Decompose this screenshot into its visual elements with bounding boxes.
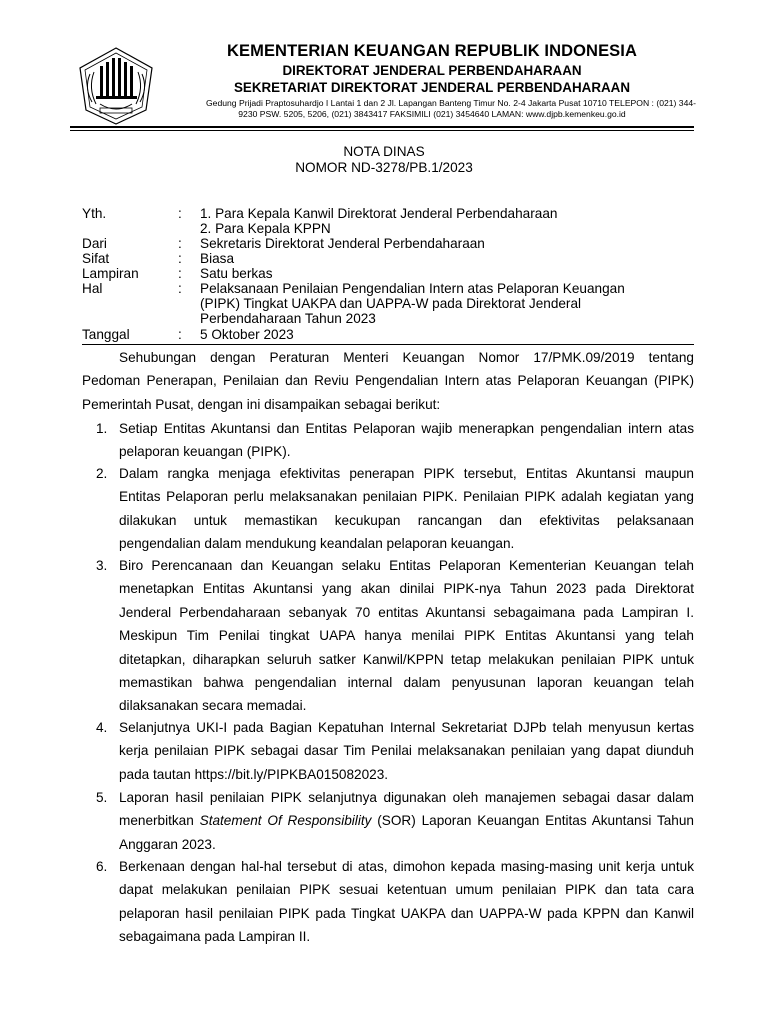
intro-line: Sehubungan dengan Peraturan Menteri Keuangan Nomor 17/PMK.09/2019 tentang xyxy=(119,350,694,365)
header-label: Sifat xyxy=(82,251,110,266)
list-item-line: kerja penilaian PIPK sebagai dasar Tim Penilai melaksanakan penilaian yang dapat diunduh xyxy=(119,743,694,759)
list-item-line: dapat melakukan penilaian PIPK sesuai ketentuan umum penilaian PIPK dan tata cara xyxy=(119,882,694,898)
intro-line: Pemerintah Pusat, dengan ini disampaikan sebagai berikut: xyxy=(82,396,441,412)
header-value: 5 Oktober 2023 xyxy=(200,327,294,342)
list-item-line: memastikan bahwa pengendalian internal dalam penyusunan laporan keuangan telah xyxy=(119,675,694,691)
list-item-text xyxy=(119,786,694,856)
list-item-line: sebagaimana pada Lampiran II. xyxy=(119,929,311,945)
header-value: Biasa xyxy=(200,251,235,266)
list-item-text xyxy=(119,417,694,464)
list-item-line: pada tautan https://bit.ly/PIPKBA015082023. xyxy=(119,766,389,782)
letterhead-rule-thick xyxy=(70,126,694,128)
ministry-name: KEMENTERIAN KEUANGAN REPUBLIK INDONESIA xyxy=(226,42,637,60)
header-rule xyxy=(82,344,694,345)
header-value: Perbendaharaan Tahun 2023 xyxy=(200,311,376,326)
memo-number: NOMOR ND-3278/PB.1/2023 xyxy=(295,160,473,175)
list-item-line: Biro Perencanaan dan Keuangan selaku Entitas Pelaporan Kementerian Keuangan telah xyxy=(119,558,694,573)
secretariat-name: SEKRETARIAT DIREKTORAT JENDERAL PERBENDAHARAAN xyxy=(233,80,631,95)
list-item-line: Anggaran 2023. xyxy=(119,836,216,852)
address-line-1: Gedung Prijadi Praptosuhardjo I Lantai 1 dan 2 Jl. Lapangan Banteng Timur No. 2-4 Jakarta Pusat 10710 TELEPON : (021) 344- xyxy=(206,98,696,108)
list-item-line: pelaporan keuangan (PIPK). xyxy=(119,444,291,460)
header-value: (PIPK) Tingkat UAKPA dan UAPPA-W pada Direktorat Jenderal xyxy=(200,296,582,311)
memo-title: NOTA DINAS xyxy=(343,144,425,159)
list-item-segment: (SOR) Laporan Keuangan Entitas Akuntansi Tahun xyxy=(371,813,694,829)
header-label: Hal xyxy=(82,281,103,296)
list-item-number: 1. xyxy=(96,421,108,436)
header-value: Pelaksanaan Penilaian Pengendalian Intern atas Pelaporan Keuangan xyxy=(200,281,625,296)
address-line-2: 9230 PSW. 5205, 5206, (021) 3843417 FAKSIMILI (021) 3454640 LAMAN: www.djpb.kemenkeu.go.id xyxy=(238,109,626,119)
header-label: Dari xyxy=(82,236,107,251)
list-item-text xyxy=(119,716,694,786)
list-item-number: 4. xyxy=(96,720,108,735)
header-colon: : xyxy=(178,266,182,281)
list-item-line xyxy=(119,809,694,832)
list-item-line: pelaporan hasil penilaian PIPK pada Tingkat UAKPA dan UAPPA-W pada KPPN dan Kanwil xyxy=(119,905,694,921)
list-item-line: Setiap Entitas Akuntansi dan Entitas Pelaporan wajib menerapkan pengendalian intern atas xyxy=(119,421,694,436)
directorate-name: DIREKTORAT JENDERAL PERBENDAHARAAN xyxy=(282,63,582,78)
header-value: 2. Para Kepala KPPN xyxy=(200,221,331,236)
ministry-of-finance-emblem-icon xyxy=(70,44,162,128)
list-item-line: Laporan hasil penilaian PIPK selanjutnya digunakan oleh manajemen sebagai dasar dalam xyxy=(119,790,694,805)
list-item-text xyxy=(119,554,694,718)
header-value: Sekretaris Direktorat Jenderal Perbendaharaan xyxy=(200,236,485,251)
list-item-line: Entitas Pelaporan perlu melaksanakan penilaian PIPK. Penilaian PIPK adalah kegiatan yang xyxy=(119,489,694,505)
header-colon: : xyxy=(178,206,182,221)
list-item-line: Selanjutnya UKI-I pada Bagian Kepatuhan Internal Sekretariat DJPb telah menyusun kertas xyxy=(119,720,694,735)
header-colon: : xyxy=(178,327,182,342)
list-item-line: pengendalian dalam mendukung keandalan pelaporan keuangan. xyxy=(119,536,515,552)
list-item-number: 6. xyxy=(96,859,108,874)
list-item-number: 2. xyxy=(96,466,108,481)
list-item-text xyxy=(119,462,694,556)
list-item-text xyxy=(119,855,694,949)
header-label: Lampiran xyxy=(82,266,139,281)
list-item-line: Berkenaan dengan hal-hal tersebut di atas, dimohon kepada masing-masing unit kerja untuk xyxy=(119,859,694,874)
letterhead-rule-thin xyxy=(70,130,694,131)
emphasis-text: Statement Of Responsibility xyxy=(199,813,372,829)
list-item-line: ditetapkan, diharapkan seluruh satker Kanwil/KPPN tetap melakukan penilaian PIPK untuk xyxy=(119,651,694,667)
intro-line: Pedoman Penerapan, Penilaian dan Reviu Pengendalian Intern atas Pelaporan Keuangan (PIPK) xyxy=(82,373,694,389)
header-value: Satu berkas xyxy=(200,266,273,281)
header-label: Yth. xyxy=(82,206,107,221)
header-value: 1. Para Kepala Kanwil Direktorat Jenderal Perbendaharaan xyxy=(200,206,558,221)
intro-paragraph xyxy=(82,346,694,416)
list-item-line: menetapkan Entitas Akuntansi yang akan dinilai PIPK-nya Tahun 2023 pada Direktorat xyxy=(119,581,694,597)
list-item-line: Meskipun Tim Penilai tingkat UAPA hanya menilai PIPK Entitas Akuntansi yang telah xyxy=(119,628,694,644)
list-item-line: Dalam rangka menjaga efektivitas penerapan PIPK tersebut, Entitas Akuntansi maupun xyxy=(119,466,694,481)
letterhead xyxy=(166,40,698,120)
list-item-line: Jenderal Perbendaharaan sebanyak 70 entitas Akuntansi sebagaimana pada Lampiran I. xyxy=(119,604,694,620)
list-item-line: dilaksanakan secara memadai. xyxy=(119,698,307,714)
list-item-number: 5. xyxy=(96,790,108,805)
header-colon: : xyxy=(178,281,182,296)
header-colon: : xyxy=(178,236,182,251)
list-item-line: dilakukan untuk memastikan kecukupan rancangan dan efektivitas pelaksanaan xyxy=(119,512,694,528)
list-item-number: 3. xyxy=(96,558,108,573)
list-item-segment: menerbitkan xyxy=(119,813,200,829)
letterhead-address xyxy=(166,98,698,120)
header-label: Tanggal xyxy=(82,327,130,342)
header-colon: : xyxy=(178,251,182,266)
